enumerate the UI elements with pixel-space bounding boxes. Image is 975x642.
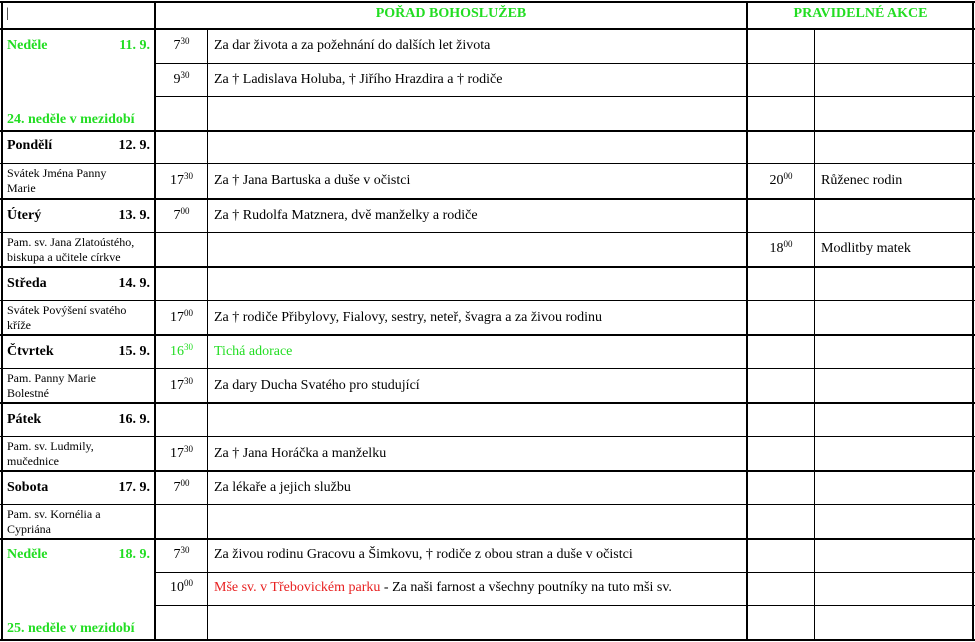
mass-intention: Za lékaře a jejich službu <box>214 480 351 495</box>
park-mass-intention: - Za naši farnost a všechny poutníky na tuto mši sv. <box>380 580 672 595</box>
event-time: $18^{00}$ <box>769 239 793 256</box>
day-subtitle: Svátek Povýšení svatého kříže <box>7 303 127 332</box>
day-name: Pondělí <box>7 138 53 153</box>
mass-intention: Za † Ladislava Holuba, † Jiřího Hrazdira a † rodiče <box>214 72 503 87</box>
row-line <box>155 96 975 97</box>
park-mass-label: Mše sv. v Třebovickém parku <box>214 580 381 595</box>
day-date: 14. 9. <box>118 276 150 291</box>
day-name: Sobota <box>7 480 49 495</box>
table-border-top <box>0 1 975 3</box>
services-title: POŘAD BOHOSLUŽEB <box>375 6 527 21</box>
col-divider-event-time <box>814 29 815 641</box>
mass-time: $17^{30}$ <box>170 171 193 188</box>
mass-time: $17^{30}$ <box>170 376 193 393</box>
table-border-right <box>972 1 974 641</box>
day-date: 15. 9. <box>118 344 150 359</box>
day-divider <box>0 266 975 268</box>
mass-time: $7^{30}$ <box>173 36 190 53</box>
day-name: Středa <box>7 276 47 291</box>
table-border-bottom <box>0 639 975 641</box>
mass-intention: Za † rodiče Přibylovy, Fialovy, sestry, neteř, švagra a za živou rodinu <box>214 310 603 325</box>
event-name: Růženec rodin <box>821 173 903 188</box>
day-date: 18. 9. <box>118 547 150 562</box>
day-date: 12. 9. <box>118 138 150 153</box>
day-subtitle: Pam. sv. Jana Zlatoústého, biskupa a učitele církve <box>7 235 135 264</box>
adoration-time: $16^{30}$ <box>170 342 193 359</box>
day-subtitle: Pam. Panny Marie Bolestné <box>7 371 96 400</box>
day-date: 11. 9. <box>119 38 150 53</box>
adoration-label: Tichá adorace <box>214 344 293 359</box>
mass-intention: Za † Jana Horáčka a manželku <box>214 446 387 461</box>
day-divider <box>0 538 975 540</box>
mass-time: $7^{00}$ <box>173 478 190 495</box>
day-date: 17. 9. <box>118 480 150 495</box>
header-divider <box>0 28 975 30</box>
day-name: Úterý <box>7 208 42 223</box>
mass-time: $10^{00}$ <box>170 578 193 595</box>
day-divider <box>0 470 975 472</box>
mass-intention: Za dary Ducha Svatého pro studující <box>214 378 420 393</box>
mass-time: $7^{30}$ <box>173 545 190 562</box>
mass-time: $17^{00}$ <box>170 308 193 325</box>
day-date: 13. 9. <box>118 208 150 223</box>
row-line <box>0 368 975 369</box>
day-name: Pátek <box>7 412 42 427</box>
col-divider-events <box>746 1 748 641</box>
mass-intention: Za dar života a za požehnání do dalších let života <box>214 38 491 53</box>
day-subtitle: Svátek Jména Panny Marie <box>7 166 107 195</box>
day-divider <box>0 130 975 132</box>
row-line <box>0 436 975 437</box>
mass-intention: Za živou rodinu Gracovu a Šimkovu, † rodiče z obou stran a duše v očistci <box>214 547 633 562</box>
row-line <box>0 504 975 505</box>
day-divider <box>0 198 975 200</box>
day-divider <box>0 402 975 404</box>
day-subtitle: 25. neděle v mezidobí <box>7 621 135 636</box>
events-title: PRAVIDELNÉ AKCE <box>793 6 928 21</box>
row-line <box>155 605 975 606</box>
day-subtitle: Pam. sv. Kornélia a Cypriána <box>7 507 101 536</box>
day-name: Neděle <box>7 547 48 562</box>
row-line <box>0 232 975 233</box>
row-line <box>0 163 975 164</box>
mass-intention: Za † Rudolfa Matznera, dvě manželky a rodiče <box>214 208 478 223</box>
mass-time: $9^{30}$ <box>173 70 190 87</box>
row-line <box>155 63 975 64</box>
mass-intention: Za † Jana Bartuska a duše v očistci <box>214 173 411 188</box>
event-time: $20^{00}$ <box>769 171 793 188</box>
table-border-left <box>1 1 3 641</box>
row-line <box>155 572 975 573</box>
mass-time: $7^{00}$ <box>173 206 190 223</box>
day-subtitle: 24. neděle v mezidobí <box>7 112 135 127</box>
mass-intention <box>208 580 672 596</box>
text-cursor: | <box>6 6 9 21</box>
day-date: 16. 9. <box>118 412 150 427</box>
row-line <box>0 300 975 301</box>
day-name: Čtvrtek <box>7 344 54 359</box>
event-name: Modlitby matek <box>821 241 911 256</box>
day-name: Neděle <box>7 38 48 53</box>
mass-time: $17^{30}$ <box>170 444 193 461</box>
day-divider <box>0 334 975 336</box>
day-subtitle: Pam. sv. Ludmily, mučednice <box>7 439 94 468</box>
